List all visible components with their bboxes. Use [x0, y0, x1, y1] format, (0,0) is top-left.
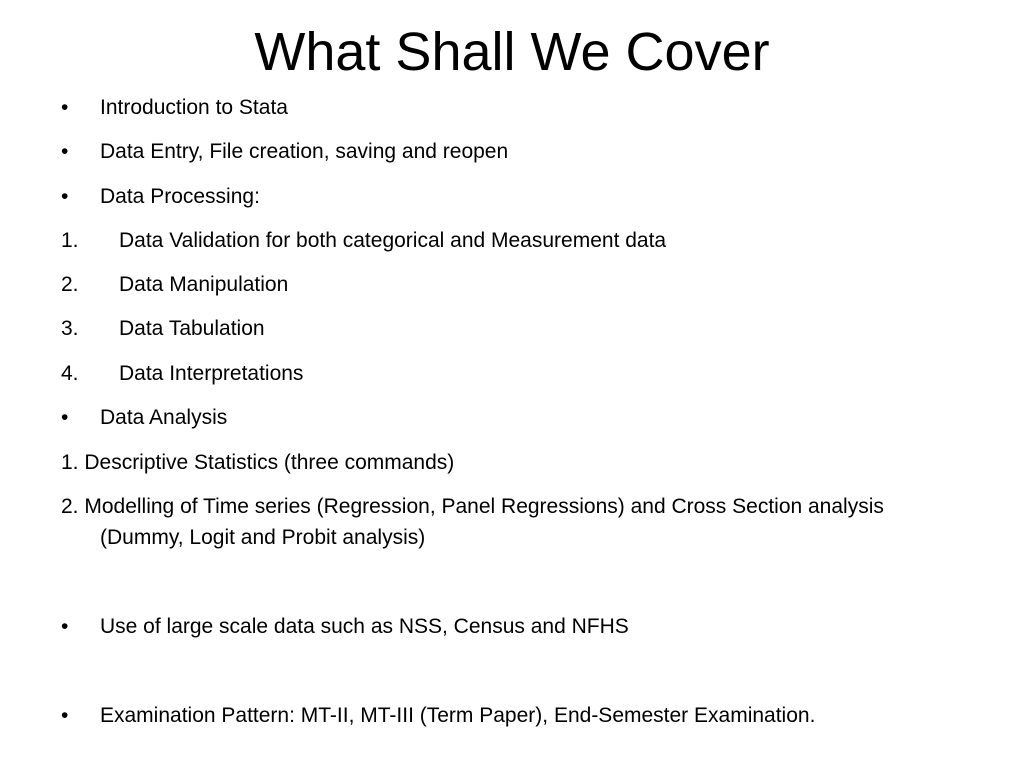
- list-item-text: 1. Descriptive Statistics (three commands): [61, 451, 455, 474]
- number-marker: 3.: [61, 317, 79, 340]
- list-item-text: Data Processing:: [100, 185, 260, 208]
- list-item-text: Data Validation for both categorical and Measurement data: [119, 229, 667, 252]
- bullet-marker: •: [61, 140, 69, 163]
- number-marker: 4.: [61, 362, 79, 385]
- number-marker: 1.: [61, 229, 79, 252]
- list-item-text: Use of large scale data such as NSS, Census and NFHS: [100, 615, 629, 638]
- bullet-marker: •: [61, 185, 69, 208]
- list-item-text: Data Manipulation: [119, 273, 289, 296]
- bullet-marker: •: [61, 615, 69, 638]
- list-item-text: 2. Modelling of Time series (Regression, Panel Regressions) and Cross Section analysis: [61, 495, 884, 518]
- list-item-text: Data Entry, File creation, saving and reopen: [100, 140, 509, 163]
- list-item-text: Data Analysis: [100, 406, 228, 429]
- bullet-marker: •: [61, 406, 69, 429]
- list-item-continuation-text: (Dummy, Logit and Probit analysis): [100, 526, 426, 549]
- slide-title: What Shall We Cover: [254, 22, 770, 82]
- bullet-marker: •: [61, 704, 69, 727]
- bullet-marker: •: [61, 96, 69, 119]
- list-item-text: Examination Pattern: MT-II, MT-III (Term Paper), End-Semester Examination.: [100, 704, 816, 727]
- list-item-text: Data Tabulation: [119, 317, 265, 340]
- list-item-text: Data Interpretations: [119, 362, 304, 385]
- number-marker: 2.: [61, 273, 79, 296]
- list-item-text: Introduction to Stata: [100, 96, 288, 119]
